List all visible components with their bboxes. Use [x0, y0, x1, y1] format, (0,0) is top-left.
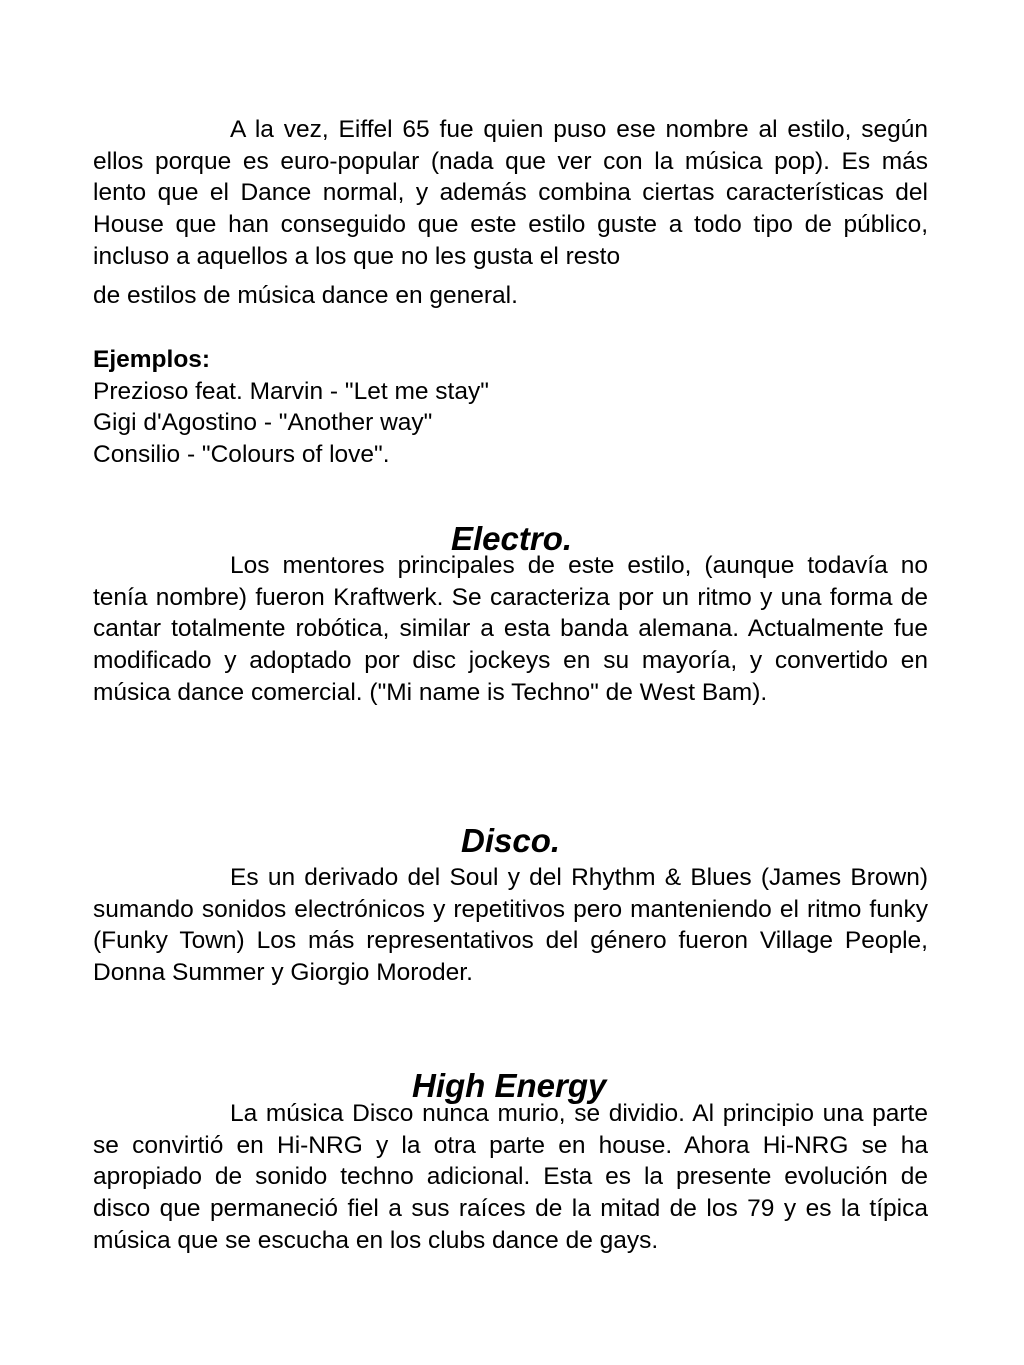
examples-heading: Ejemplos:: [93, 346, 211, 373]
intro-paragraph: [93, 114, 928, 311]
example-item: Prezioso feat. Marvin - "Let me stay": [93, 377, 489, 405]
section-text-disco: Es un derivado del Soul y del Rhythm & Blues (James Brown) sumando sonidos electrónicos y repetitivos pero manteniendo el ritmo funky (Funky Town) Los más representativos del género fueron Village People, Donna Summer y Giorgio Moroder.: [93, 864, 928, 987]
examples-list: [93, 344, 928, 471]
intro-last-line: de estilos de música dance en general.: [93, 281, 518, 309]
example-item: Consilio - "Colours of love".: [93, 441, 390, 469]
example-item: Gigi d'Agostino - "Another way": [93, 409, 433, 437]
section-title-disco: Disco.: [461, 822, 561, 859]
section-text-high-energy: La música Disco nunca murio, se dividio. Al principio una parte se convirtió en Hi-NRG y la otra parte en house. Ahora Hi-NRG se ha apropiado de sonido techno adicional. Esta es la presente evolución de disco que permaneció fiel a sus raíces de la mitad de los 79 y es la típica música que se escucha en los clubs dance de gays.: [93, 1100, 928, 1254]
section-title-electro: Electro.: [451, 520, 573, 557]
section-title-high-energy: High Energy: [412, 1067, 607, 1104]
intro-text: A la vez, Eiffel 65 fue quien puso ese nombre al estilo, según ellos porque es euro-popular (nada que ver con la música pop). Es más lento que el Dance normal, y además combina ciertas características del House que han conseguido que este estilo guste a todo tipo de público, incluso a aquellos a los que no les gusta el resto: [93, 116, 928, 270]
section-text-electro: Los mentores principales de este estilo, (aunque todavía no tenía nombre) fueron Kraftwerk. Se caracteriza por un ritmo y una forma de cantar totalmente robótica, similar a esta banda alemana. Actualmente fue modificado y adoptado por disc jockeys en su mayoría, y convertido en música dance comercial. ("Mi name is Techno" de West Bam).: [93, 552, 928, 706]
